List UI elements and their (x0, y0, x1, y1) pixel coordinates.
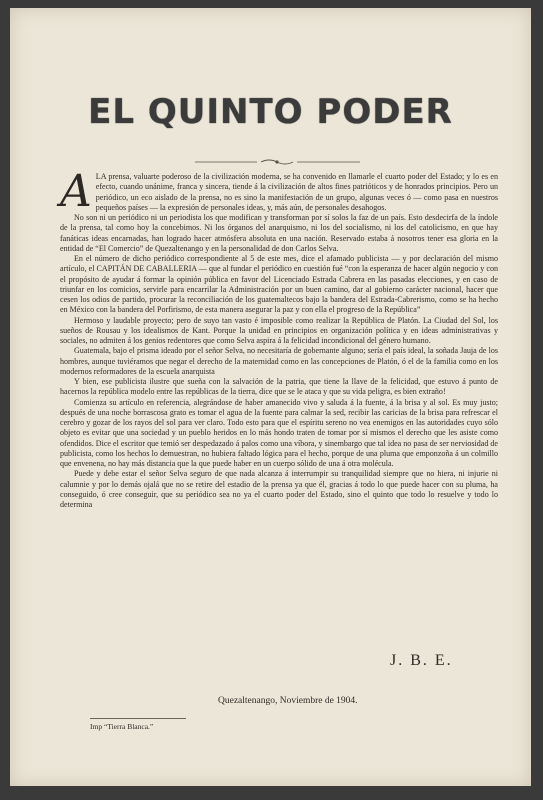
paragraph-text: Y bien, ese publicista ilustre que sueña con la salvación de la patria, que tiene la llave de la felicidad, que estuvo á punto de hacernos la república modelo entre las repúblicas de la tierra, dice que se le ataca y que su vida peligra, es bien extraño! (60, 377, 498, 397)
place-date: Quezaltenango, Noviembre de 1904. (218, 696, 358, 706)
drop-cap-letter: A (60, 166, 92, 217)
article-paragraph (60, 346, 498, 377)
article-paragraph (60, 254, 498, 316)
article-paragraph (60, 398, 498, 470)
paragraph-text: En el número de dicho periódico correspondiente al 5 de este mes, dice el afamado publicista — y por declaración del mismo artículo, el CAPITÁN DE CABALLERIA — que al fundar el periódico en cuestión fué “con la esperanza de hacer algún negocio y con el propósito de ayudar á formar la opinión pública en favor del Licenciado Estrada Cabrera en las pasadas elecciones, y en caso de triunfar en los comicios, servirle para encarrilar la Administración por un buen camino, dar al gobierno carácter nacional, hacer que cesen los odios de partido, procurar la reconciliación de los guatemaltecos bajo la bandera del Estrada-Cabrerismo, como se ha hecho en México con la bandera del Porfirismo, de esta manera asegurar la paz y con ella el progreso de la República” (60, 254, 498, 315)
paragraph-text: No son ni un periódico ni un periodista los que modifican y transforman por sí solos la faz de un país. Esto desdecirfa de la índole de la prensa, tal como hoy la concebimos. Ni los órganos del anarquismo, ni los del socialismo, ni los del catolicismo, en que hay fanáticas ideas encarnadas, han logrado hacer atmósfera absoluta en una nación. Reservado estaba á nosotros tener esa gloria en la entidad de “El Comercio” de Quezaltenango y en la personalidad de don Carlos Selva. (60, 213, 498, 253)
article-paragraph (60, 469, 498, 510)
paragraph-text: Guatemala, bajo el prisma ideado por el señor Selva, no necesitaría de gobernante alguno; sería el país ideal, la soñada Jauja de los hombres, aunque tuviéramos que negar el derecho de la maternidad como en las concepciones de Platón, ó el de la familia como en los modernos reformadores de la escuela anarquista (60, 346, 498, 376)
broadside-page (10, 8, 531, 786)
article-paragraph (60, 316, 498, 347)
article-paragraph (60, 166, 498, 217)
printer-imprint: Imp “Tierra Blanca.” (90, 722, 154, 731)
paragraph-text: LA prensa, valuarte poderoso de la civilización moderna, se ha convenido en llamarle el cuarto poder del Estado; y lo es en efecto, cuando unánime, franca y sincera, tiende á la civilización de altos fines patrióticos y de honrados principios. Pero un periódico, un eco aislado de la prensa, no es sino la manifestación de un grupo, algunas veces ó — como pasa en nuestros pequeños países — la expresión de personales ideas, y, más aún, de personales desahogos. (95, 172, 498, 212)
paragraph-text: Hermoso y laudable proyecto; pero de suyo tan vasto é imposible como realizar la República de Platón. La Ciudad del Sol, los sueños de Rousau y los idealismos de Kant. Porque la unidad en principios en organización política y en ideas administrativas y sociales, no admiten á los genios redentores que como Selva aspira á la felicidad incondicional del género humano. (60, 315, 498, 345)
imprint-rule (90, 718, 186, 719)
signature: J. B. E. (390, 652, 453, 669)
ornament-divider (195, 158, 360, 166)
article-body (60, 166, 498, 510)
page-title: EL QUINTO PODER (88, 92, 453, 132)
paragraph-text: Puede y debe estar el señor Selva seguro de que nada alcanza á interrumpir su tranquilidad siempre que no hiera, ni injurie ni calumnie y por lo demás ojalá que no se retire del estadio de la prensa ya que él, gracias á todo lo que puede hacer con su pluma, ha conseguido, ó cree conseguir, que su periódico sea no ya el cuarto poder del Estado, sino el quinto que todo lo resuelve y todo lo determina (60, 469, 498, 509)
paragraph-text: Comienza su artículo en referencia, alegrándose de haber amanecido vivo y saluda á la fuente, á la brisa y al sol. Es muy justo; después de una noche borrascosa grato es tomar el agua de la fuente para calmar la sed, recibir las caricias de la brisa para refrescar el cerebro y gozar de los rayos del sol para ver claro. Todo esto para que el espíritu sereno no vea enemigos en las autoridades cuyo sólo objeto es evitar que una sociedad y un pueblo heridos en lo más hondo traten de tomar por sí mismos el derecho que les asiste como ofendidos. Dice el escritor que temió ser despedazado á palos como una víbora, y sinembargo que tal idea no pasa de ser nerviosidad de publicista, como los hechos lo demuestran, no hubiera faltado lógica para el hecho, porque de una pluma que emponzoña á un colmillo que envenena, no hay más distancia que la que puede haber en un cuerpo sólido de una á otra molécula. (60, 397, 498, 468)
article-paragraph (60, 213, 498, 254)
article-paragraph (60, 377, 498, 398)
